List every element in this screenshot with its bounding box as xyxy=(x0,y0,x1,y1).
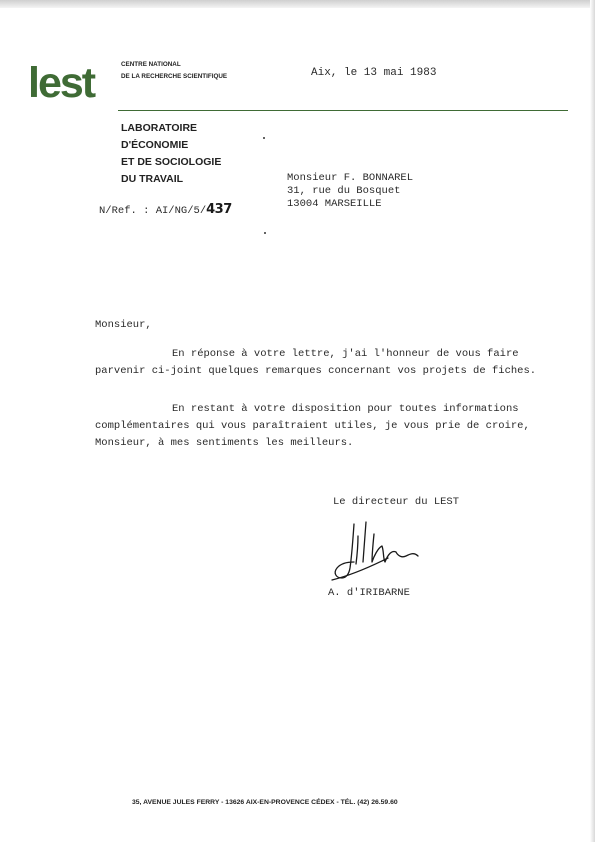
paragraph-line: complémentaires qui vous paraîtraient utiles, je vous prie de croire, xyxy=(95,420,530,432)
laboratory-line: LABORATOIRE xyxy=(121,122,198,134)
scan-right-edge xyxy=(590,0,595,842)
date-line: Aix, le 13 mai 1983 xyxy=(311,67,437,79)
fold-mark xyxy=(263,137,265,139)
paragraph-line: En restant à votre disposition pour toutes informations xyxy=(172,403,519,415)
reference-prefix: N/Ref. : AI/NG/5/ xyxy=(99,205,207,217)
paragraph-2 xyxy=(95,401,555,452)
recipient-line: 31, rue du Bosquet xyxy=(287,185,401,197)
recipient-line: 13004 MARSEILLE xyxy=(287,198,382,210)
paragraph-line: En réponse à votre lettre, j'ai l'honneur de vous faire xyxy=(172,348,519,360)
scan-top-edge xyxy=(0,0,595,8)
laboratory-line: ET DE SOCIOLOGIE xyxy=(121,156,222,168)
letterhead-footer-address: 35, AVENUE JULES FERRY - 13626 AIX-EN-PROVENCE CÉDEX - TÉL. (42) 26.59.60 xyxy=(132,799,398,806)
laboratory-line: DU TRAVAIL xyxy=(121,173,184,185)
paragraph-line: parvenir ci-joint quelques remarques concernant vos projets de fiches. xyxy=(95,365,537,377)
laboratory-name xyxy=(121,120,221,188)
institution-line: CENTRE NATIONAL xyxy=(121,61,181,68)
institution-line: DE LA RECHERCHE SCIENTIFIQUE xyxy=(121,73,228,80)
signatory-title: Le directeur du LEST xyxy=(333,496,460,508)
salutation: Monsieur, xyxy=(95,319,152,331)
fold-mark xyxy=(264,232,266,234)
institution-name xyxy=(121,59,227,83)
signatory-name: A. d'IRIBARNE xyxy=(328,587,410,599)
paragraph-line: Monsieur, à mes sentiments les meilleurs. xyxy=(95,437,354,449)
handwritten-signature xyxy=(328,518,438,584)
laboratory-line: D'ÉCONOMIE xyxy=(121,139,189,151)
header-divider xyxy=(118,110,568,111)
reference-line xyxy=(99,202,232,217)
recipient-line: Monsieur F. BONNAREL xyxy=(287,172,414,184)
handwritten-reference-number: 437 xyxy=(206,202,232,217)
recipient-address xyxy=(287,172,413,211)
paragraph-1 xyxy=(95,346,555,380)
lest-logo: lest xyxy=(28,59,95,107)
